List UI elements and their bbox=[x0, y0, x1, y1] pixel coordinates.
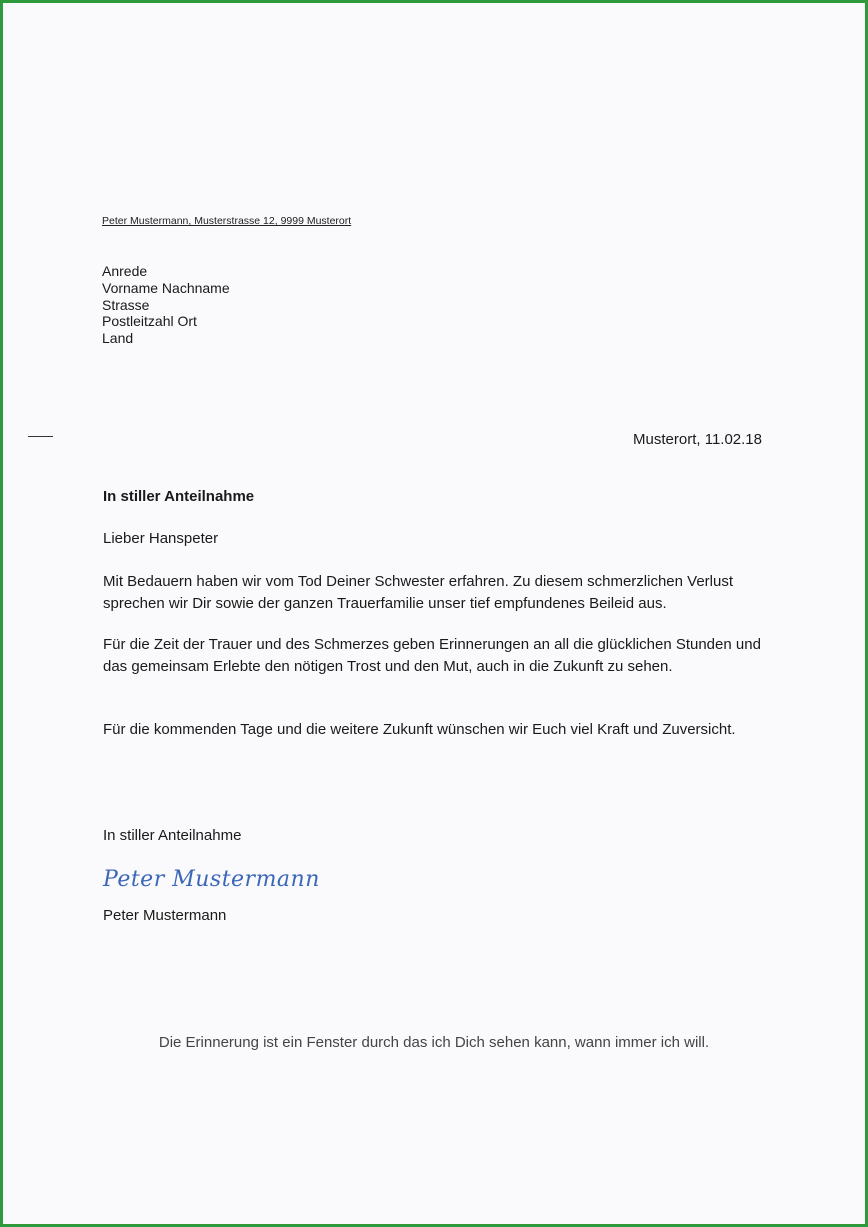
fold-mark bbox=[28, 436, 53, 437]
body-paragraph: Für die kommenden Tage und die weitere Zukunft wünschen wir Euch viel Kraft und Zuversicht. bbox=[103, 721, 736, 738]
sender-address-line: Peter Mustermann, Musterstrasse 12, 9999 Musterort bbox=[102, 215, 352, 227]
recipient-salutation-line: Anrede bbox=[102, 263, 148, 279]
body-paragraph: Mit Bedauern haben wir vom Tod Deiner Schwester erfahren. Zu diesem schmerzlichen Verlust sprechen wir Dir sowie der ganzen Trauerfamilie unser tief empfundenes Beileid aus. bbox=[103, 573, 734, 612]
letter-subject: In stiller Anteilnahme bbox=[103, 488, 255, 505]
place-date-line: Musterort, 11.02.18 bbox=[633, 431, 762, 448]
recipient-country-line: Land bbox=[102, 330, 134, 347]
memorial-quote: Die Erinnerung ist ein Fenster durch das ich Dich sehen kann, wann immer ich will. bbox=[158, 1034, 710, 1051]
recipient-city-line: Postleitzahl Ort bbox=[102, 313, 197, 330]
body-paragraph: Für die Zeit der Trauer und des Schmerzes geben Erinnerungen an all die glücklichen Stunden und das gemeinsam Erlebte den nötigen Trost und den Mut, auch in die Zukunft zu sehen. bbox=[103, 636, 761, 675]
letter-salutation: Lieber Hanspeter bbox=[103, 530, 219, 547]
recipient-street-line: Strasse bbox=[102, 296, 150, 313]
recipient-name-line: Vorname Nachname bbox=[102, 279, 230, 296]
recipient-address-block bbox=[102, 263, 230, 347]
closing-phrase: In stiller Anteilnahme bbox=[103, 827, 242, 844]
signatory-name: Peter Mustermann bbox=[103, 907, 227, 924]
handwritten-signature: Peter Mustermann bbox=[103, 867, 320, 892]
